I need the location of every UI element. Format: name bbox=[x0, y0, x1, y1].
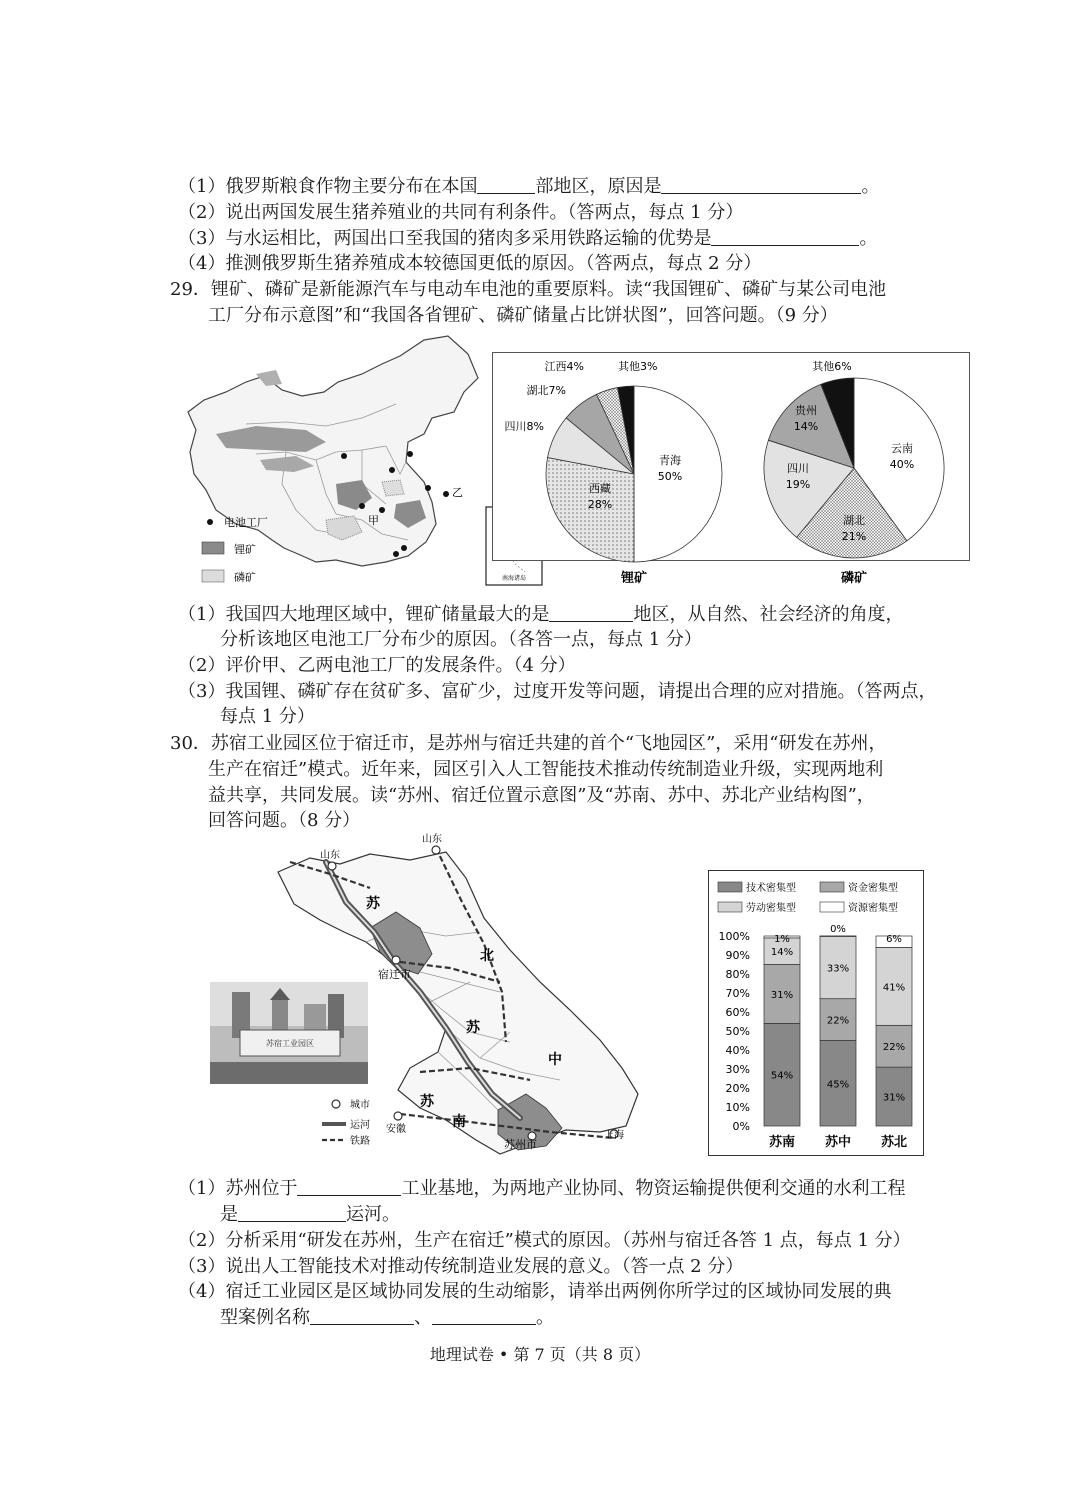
bar-label-1-1: 22% bbox=[826, 1015, 850, 1027]
bar-label-0-2: 14% bbox=[770, 947, 794, 959]
legend-factory-label: 电池工厂 bbox=[224, 516, 268, 529]
bar-series bbox=[764, 924, 912, 1150]
q29-stem-line2: 工厂分布示意图”和“我国各省锂矿、磷矿储量占比饼状图”，回答问题。（9 分） bbox=[208, 305, 838, 326]
page-footer: 地理试卷 • 第 7 页（共 8 页） bbox=[429, 1345, 651, 1364]
legend-swatch-1 bbox=[820, 882, 844, 892]
bar-label-2-1: 22% bbox=[882, 1042, 906, 1054]
bar-category-1: 苏中 bbox=[824, 1135, 852, 1150]
legend-label-1: 资金密集型 bbox=[848, 883, 898, 894]
bar-label-0-1: 31% bbox=[770, 989, 794, 1001]
q30-sub1-line2: 是 运河。 bbox=[220, 1204, 400, 1225]
legend-label-3: 资源密集型 bbox=[848, 903, 898, 914]
pie-lithium-label-0: 青海 bbox=[659, 454, 681, 467]
legend-swatch-2 bbox=[718, 902, 742, 912]
q30-stem-line1: 30．苏宿工业园区位于宿迁市，是苏州与宿迁共建的首个“飞地园区”，采用“研发在苏州， bbox=[170, 733, 887, 754]
q30-stem-line2: 生产在宿迁”模式。近年来，园区引入人工智能技术推动传统制造业升级，实现两地利 bbox=[208, 759, 884, 780]
answer-blank[interactable] bbox=[549, 603, 633, 622]
label-suzhou: 苏州市 bbox=[504, 1138, 537, 1151]
pie-lithium-value-0: 50% bbox=[657, 470, 683, 483]
pie-lithium-label-5: 其他3% bbox=[618, 360, 658, 373]
q30-sub4-line1: （4）宿迁工业园区是区域协同发展的生动缩影，请举出两例你所学过的区域协同发展的典 bbox=[178, 1281, 892, 1302]
pie-phosphate-value-1: 21% bbox=[841, 530, 867, 543]
q29-sub1-line2: 分析该地区电池工厂分布少的原因。（各答一点，每点 1 分） bbox=[220, 629, 702, 650]
legend-label-0: 技术密集型 bbox=[746, 883, 796, 894]
answer-blank[interactable] bbox=[711, 227, 859, 246]
bar-label-1-2: 33% bbox=[826, 963, 850, 975]
q30-stem-line4: 回答问题。（8 分） bbox=[208, 810, 361, 831]
y-tick-1: 10% bbox=[725, 1101, 750, 1114]
pie-phosphate-value-0: 40% bbox=[889, 458, 915, 471]
q30-stem-line3: 益共享，共同发展。读“苏州、宿迁位置示意图”及“苏南、苏中、苏北产业结构图”， bbox=[208, 785, 875, 806]
answer-blank[interactable] bbox=[477, 175, 535, 194]
answer-blank[interactable] bbox=[310, 1306, 414, 1325]
label-shandong-top: 山东 bbox=[422, 834, 442, 845]
pie-lithium-value-1: 28% bbox=[587, 498, 613, 511]
label-zhong: 中 bbox=[548, 1052, 562, 1068]
legend-lithium-label: 锂矿 bbox=[234, 543, 256, 556]
label-su-north: 苏 bbox=[366, 896, 380, 912]
bar-label-2-0: 31% bbox=[882, 1092, 906, 1104]
pie-lithium-label-1: 西藏 bbox=[589, 482, 611, 495]
bar-category-0: 苏南 bbox=[768, 1135, 796, 1150]
pie-phosphate-value-3: 14% bbox=[793, 420, 819, 433]
map-label-yi: 乙 bbox=[452, 486, 463, 499]
q30-sub3: （3）说出人工智能技术对推动传统制造业发展的意义。（答一点 2 分） bbox=[178, 1256, 744, 1277]
china-mineral-map bbox=[186, 334, 486, 594]
q28-sub3: （3）与水运相比，两国出口至我国的猪肉多采用铁路运输的优势是 。 bbox=[178, 228, 878, 249]
label-suqian: 宿迁市 bbox=[378, 968, 411, 981]
q28-sub2: （2）说出两国发展生猪养殖业的共同有利条件。（答两点，每点 1 分） bbox=[178, 202, 744, 223]
bar-label-1-3: 0% bbox=[830, 924, 846, 935]
pie-lithium-label-4: 江西4% bbox=[544, 360, 584, 373]
map-label-jia: 甲 bbox=[368, 514, 379, 527]
legend-phosphate-label: 磷矿 bbox=[234, 571, 256, 584]
y-tick-8: 80% bbox=[725, 968, 750, 981]
label-anhui: 安徽 bbox=[386, 1124, 406, 1135]
pie-phosphate-label-3: 贵州 bbox=[795, 404, 817, 417]
answer-blank[interactable] bbox=[238, 1203, 346, 1222]
answer-blank[interactable] bbox=[661, 175, 861, 194]
q30-sub4-line2: 型案例名称 、 。 bbox=[220, 1307, 554, 1328]
q28-sub1: （1）俄罗斯粮食作物主要分布在本国 部地区，原因是 。 bbox=[178, 176, 880, 197]
legend-label-2: 劳动密集型 bbox=[746, 903, 796, 914]
bar-label-1-0: 45% bbox=[826, 1079, 850, 1091]
pie-lithium-label-2: 四川8% bbox=[504, 420, 544, 433]
legend-swatch-3 bbox=[820, 902, 844, 912]
pie-lithium-title: 锂矿 bbox=[620, 571, 648, 586]
pie-phosphate-value-2: 19% bbox=[785, 478, 811, 491]
bar-label-0-0: 54% bbox=[770, 1070, 794, 1082]
q28-sub4: （4）推测俄罗斯生猪养殖成本较德国更低的原因。（答两点，每点 2 分） bbox=[178, 253, 762, 274]
industry-structure-chart bbox=[708, 870, 924, 1158]
pie-charts-panel bbox=[492, 352, 970, 590]
y-tick-3: 30% bbox=[725, 1063, 750, 1076]
y-tick-7: 70% bbox=[725, 987, 750, 1000]
pie-phosphate-title: 磷矿 bbox=[840, 571, 868, 586]
photo-sign-text: 苏宿工业园区 bbox=[266, 1039, 314, 1048]
q29-sub2: （2）评价甲、乙两电池工厂的发展条件。（4 分） bbox=[178, 655, 576, 676]
y-tick-6: 60% bbox=[725, 1006, 750, 1019]
pie-phosphate-label-1: 湖北 bbox=[843, 514, 865, 527]
legend-city-label: 城市 bbox=[350, 1100, 370, 1111]
y-tick-9: 90% bbox=[725, 949, 750, 962]
y-tick-2: 20% bbox=[725, 1082, 750, 1095]
q29-sub3-line1: （3）我国锂、磷矿存在贫矿多、富矿少，过度开发等问题，请提出合理的应对措施。（答两点， bbox=[178, 681, 937, 702]
answer-blank[interactable] bbox=[432, 1306, 536, 1325]
bar-1-3 bbox=[820, 936, 856, 937]
pie-phosphate-label-0: 云南 bbox=[891, 442, 913, 455]
y-tick-4: 40% bbox=[725, 1044, 750, 1057]
label-bei: 北 bbox=[480, 948, 494, 964]
legend-canal-label: 运河 bbox=[350, 1120, 370, 1131]
y-tick-0: 0% bbox=[732, 1120, 750, 1133]
pie-phosphate-label-2: 四川 bbox=[787, 462, 809, 475]
label-shandong-left: 山东 bbox=[320, 850, 340, 861]
pie-phosphate-label-4: 其他6% bbox=[812, 360, 852, 373]
bar-category-2: 苏北 bbox=[880, 1135, 908, 1150]
y-tick-5: 50% bbox=[725, 1025, 750, 1038]
legend-rail-label: 铁路 bbox=[350, 1136, 370, 1147]
y-tick-10: 100% bbox=[718, 930, 750, 943]
label-shanghai: 上海 bbox=[604, 1130, 624, 1141]
label-su-middle: 苏 bbox=[466, 1020, 480, 1036]
legend-swatch-0 bbox=[718, 882, 742, 892]
q29-sub3-line2: 每点 1 分） bbox=[220, 706, 315, 727]
answer-blank[interactable] bbox=[297, 1177, 401, 1196]
pie-lithium-label-3: 湖北7% bbox=[526, 384, 566, 397]
q30-sub2: （2）分析采用“研发在苏州，生产在宿迁”模式的原因。（苏州与宿迁各答 1 点，每点 1 分） bbox=[178, 1230, 911, 1251]
bar-label-2-2: 41% bbox=[882, 982, 906, 994]
q29-stem-line1: 29．锂矿、磷矿是新能源汽车与电动车电池的重要原料。读“我国锂矿、磷矿与某公司电池 bbox=[170, 279, 887, 300]
bar-label-2-3: 6% bbox=[886, 934, 902, 945]
label-nan: 南 bbox=[452, 1114, 466, 1130]
industrial-park-photo bbox=[210, 982, 368, 1084]
bar-label-0-3: 1% bbox=[774, 934, 790, 945]
q29-sub1-line1: （1）我国四大地理区域中，锂矿储量最大的是 地区，从自然、社会经济的角度， bbox=[178, 604, 904, 625]
q30-sub1-line1: （1）苏州位于 工业基地，为两地产业协同、物资运输提供便利交通的水利工程 bbox=[178, 1178, 906, 1199]
inset-caption: 南海诸岛 bbox=[501, 575, 527, 582]
label-su-south: 苏 bbox=[420, 1094, 434, 1110]
